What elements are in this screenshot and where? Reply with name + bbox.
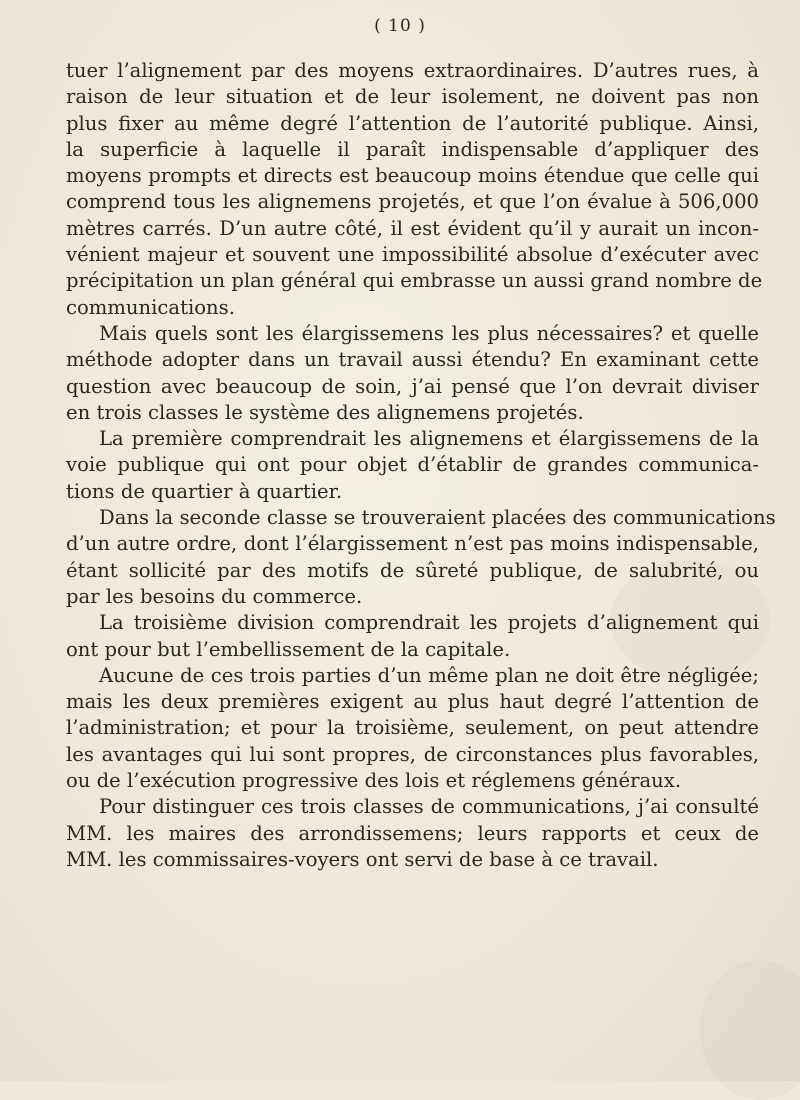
text-line: question avec beaucoup de soin, j’ai pensé que l’on devrait diviser bbox=[66, 374, 759, 398]
text-line: mètres carrés. D’un autre côté, il est évident qu’il y aurait un incon- bbox=[66, 216, 759, 240]
text-line: Aucune de ces trois parties d’un même plan ne doit être négligée; bbox=[99, 663, 759, 687]
text-line: en trois classes le système des alignemens projetés. bbox=[66, 400, 584, 424]
text-line: vénient majeur et souvent une impossibilité absolue d’exécuter avec bbox=[66, 243, 759, 267]
page-number: ( 10 ) bbox=[374, 16, 426, 36]
paper-stain bbox=[700, 960, 800, 1100]
text-line: plus fixer au même degré l’attention de l’autorité publique. Ainsi, bbox=[66, 111, 759, 135]
text-line: par les besoins du commerce. bbox=[66, 584, 363, 608]
text-line: comprend tous les alignemens projetés, et que l’on évalue à 506,000 bbox=[66, 190, 759, 214]
text-line: La première comprendrait les alignemens et élargissemens de la bbox=[99, 427, 759, 451]
text-line: ont pour but l’embellissement de la capitale. bbox=[66, 637, 511, 661]
text-line: moyens prompts et directs est beaucoup moins étendue que celle qui bbox=[66, 164, 759, 188]
text-line: MM. les maires des arrondissemens; leurs rapports et ceux de bbox=[66, 821, 759, 845]
text-line: étant sollicité par des motifs de sûreté publique, de salubrité, ou bbox=[66, 558, 759, 582]
text-line: communications. bbox=[66, 295, 235, 319]
text-line: méthode adopter dans un travail aussi étendu? En examinant cette bbox=[66, 348, 759, 372]
text-line: la superficie à laquelle il paraît indispensable d’appliquer des bbox=[66, 137, 759, 161]
text-line: les avantages qui lui sont propres, de circonstances plus favorables, bbox=[66, 742, 759, 766]
text-line: tions de quartier à quartier. bbox=[66, 479, 343, 503]
text-line: Pour distinguer ces trois classes de communications, j’ai consulté bbox=[99, 795, 759, 819]
text-line: Mais quels sont les élargissemens les plus nécessaires? et quelle bbox=[99, 321, 759, 345]
text-line: Dans la seconde classe se trouveraient placées des communications bbox=[99, 506, 776, 530]
text-line: raison de leur situation et de leur isolement, ne doivent pas non bbox=[66, 85, 759, 109]
text-line: MM. les commissaires-voyers ont servi de base à ce travail. bbox=[66, 847, 659, 871]
body-text bbox=[66, 58, 776, 873]
text-line: mais les deux premières exigent au plus haut degré l’attention de bbox=[66, 690, 759, 714]
text-line: tuer l’alignement par des moyens extraordinaires. D’autres rues, à bbox=[66, 59, 759, 82]
text-line: d’un autre ordre, dont l’élargissement n’est pas moins indispensable, bbox=[66, 532, 759, 556]
text-line: voie publique qui ont pour objet d’établir de grandes communica- bbox=[66, 453, 759, 477]
text-line: ou de l’exécution progressive des lois et réglemens généraux. bbox=[66, 769, 682, 793]
text-line: La troisième division comprendrait les projets d’alignement qui bbox=[99, 611, 759, 635]
text-line: l’administration; et pour la troisième, seulement, on peut attendre bbox=[66, 716, 759, 740]
text-line: précipitation un plan général qui embrasse un aussi grand nombre de bbox=[66, 269, 763, 293]
